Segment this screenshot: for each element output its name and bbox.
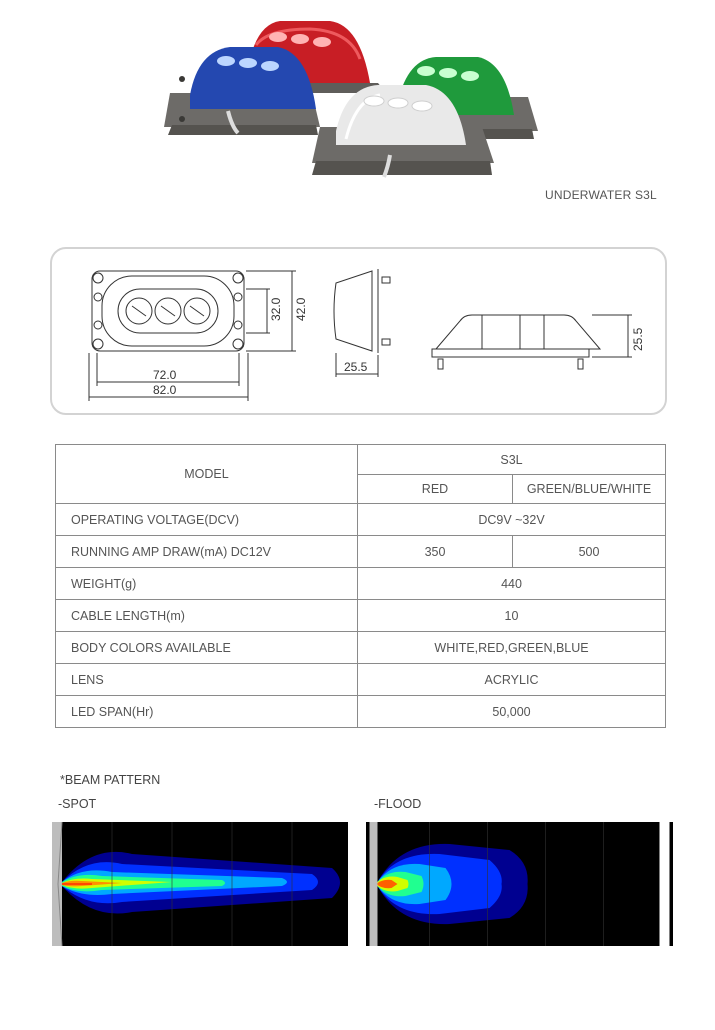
- dim-42: 42.0: [294, 297, 308, 321]
- variant-gbw: GREEN/BLUE/WHITE: [513, 475, 666, 504]
- row-label: OPERATING VOLTAGE(DCV): [56, 504, 358, 536]
- model-label: MODEL: [56, 445, 358, 504]
- row-label: WEIGHT(g): [56, 568, 358, 600]
- variant-red: RED: [358, 475, 513, 504]
- row-value-gbw: 500: [513, 536, 666, 568]
- row-value: 50,000: [358, 696, 666, 728]
- model-name: S3L: [358, 445, 666, 475]
- row-value: WHITE,RED,GREEN,BLUE: [358, 632, 666, 664]
- dim-32: 32.0: [269, 297, 283, 321]
- flood-beam-image: [366, 822, 673, 946]
- row-value: ACRYLIC: [358, 664, 666, 696]
- row-label: RUNNING AMP DRAW(mA) DC12V: [56, 536, 358, 568]
- row-label: BODY COLORS AVAILABLE: [56, 632, 358, 664]
- spec-table: [55, 444, 666, 728]
- table-row: [56, 664, 666, 696]
- table-row: [56, 600, 666, 632]
- table-row: [56, 504, 666, 536]
- row-value: 440: [358, 568, 666, 600]
- table-row: [56, 632, 666, 664]
- row-label: LED SPAN(Hr): [56, 696, 358, 728]
- spot-label: -SPOT: [58, 797, 97, 811]
- table-row: [56, 696, 666, 728]
- row-value: DC9V ~32V: [358, 504, 666, 536]
- table-row: [56, 445, 666, 475]
- dim-side-25: 25.5: [344, 360, 368, 374]
- dim-height-25: 25.5: [631, 327, 645, 351]
- dim-72: 72.0: [153, 368, 177, 382]
- row-value-red: 350: [358, 536, 513, 568]
- spot-beam-image: [52, 822, 359, 946]
- row-value: 10: [358, 600, 666, 632]
- dim-82: 82.0: [153, 383, 177, 397]
- blue-light-unit: [164, 47, 320, 135]
- dimension-drawing: [52, 249, 665, 413]
- beam-pattern-title: *BEAM PATTERN: [60, 773, 161, 787]
- technical-drawing: [50, 247, 667, 415]
- row-label: CABLE LENGTH(m): [56, 600, 358, 632]
- flood-label: -FLOOD: [374, 797, 422, 811]
- row-label: LENS: [56, 664, 358, 696]
- product-caption: UNDERWATER S3L: [545, 188, 657, 202]
- product-image: [160, 15, 550, 190]
- table-row: [56, 536, 666, 568]
- table-row: [56, 568, 666, 600]
